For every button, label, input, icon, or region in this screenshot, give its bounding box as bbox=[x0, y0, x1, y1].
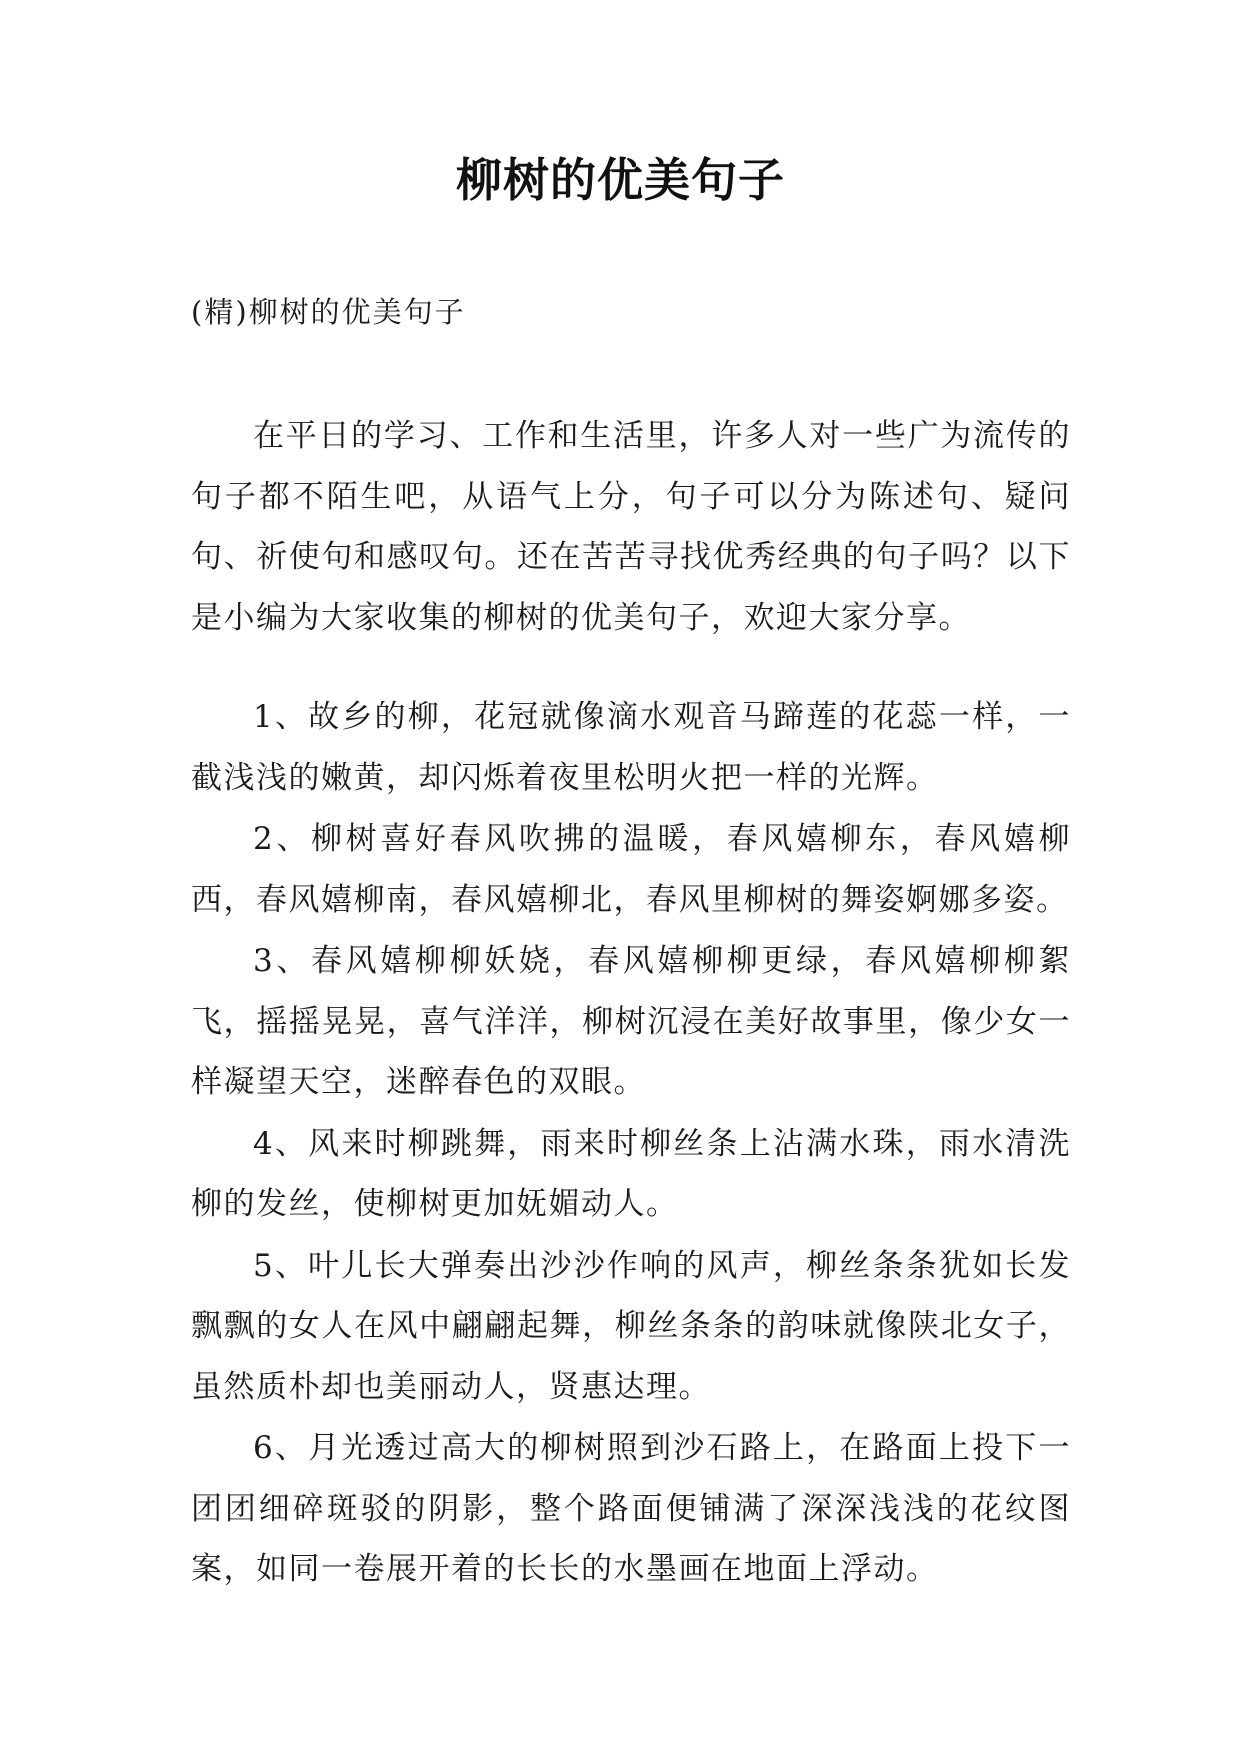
document-title: 柳树的优美句子 bbox=[456, 153, 785, 207]
document-body bbox=[191, 406, 1071, 1601]
document-subtitle: (精)柳树的优美句子 bbox=[191, 295, 466, 329]
intro-paragraph: 在平日的学习、工作和生活里，许多人对一些广为流传的句子都不陌生吧，从语气上分，句子可以分为陈述句、疑问句、祈使句和感叹句。还在苦苦寻找优秀经典的句子吗？以下是小编为大家收集的柳树的优美句子，欢迎大家分享。 bbox=[191, 418, 1071, 636]
sentence-item-2: 2、柳树喜好春风吹拂的温暖，春风嬉柳东，春风嬉柳西，春风嬉柳南，春风嬉柳北，春风里柳树的舞姿婀娜多姿。 bbox=[191, 821, 1071, 918]
sentence-item-6: 6、月光透过高大的柳树照到沙石路上，在路面上投下一团团细碎斑驳的阴影，整个路面便铺满了深深浅浅的花纹图案，如同一卷展开着的长长的水墨画在地面上浮动。 bbox=[191, 1430, 1071, 1587]
sentence-list bbox=[191, 687, 1071, 1600]
sentence-item-3: 3、春风嬉柳柳妖娆，春风嬉柳柳更绿，春风嬉柳柳絮飞，摇摇晃晃，喜气洋洋，柳树沉浸在美好故事里，像少女一样凝望天空，迷醉春色的双眼。 bbox=[191, 943, 1071, 1100]
sentence-item-4: 4、风来时柳跳舞，雨来时柳丝条上沾满水珠，雨水清洗柳的发丝，使柳树更加妩媚动人。 bbox=[191, 1125, 1071, 1222]
sentence-item-1: 1、故乡的柳，花冠就像滴水观音马蹄莲的花蕊一样，一截浅浅的嫩黄，却闪烁着夜里松明火把一样的光辉。 bbox=[191, 699, 1071, 796]
sentence-item-5: 5、叶儿长大弹奏出沙沙作响的风声，柳丝条条犹如长发飘飘的女人在风中翩翩起舞，柳丝条条的韵味就像陕北女子，虽然质朴却也美丽动人，贤惠达理。 bbox=[191, 1247, 1071, 1405]
